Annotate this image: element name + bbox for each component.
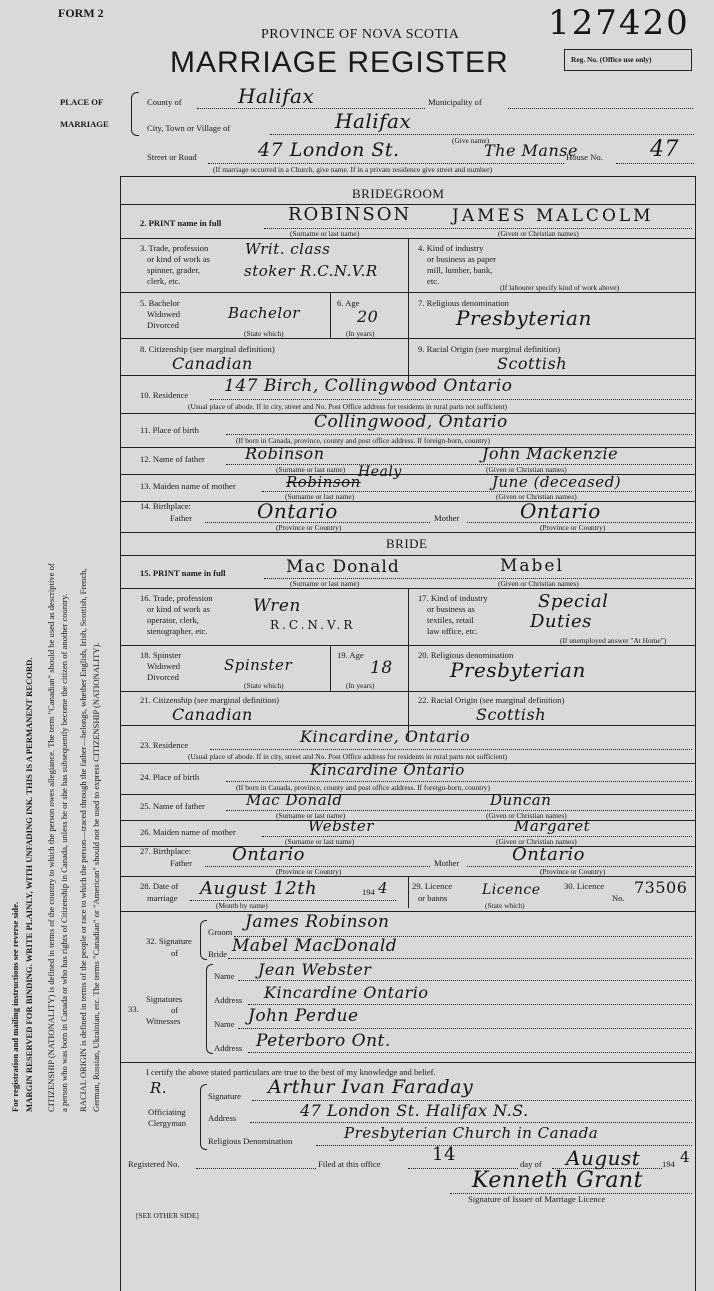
field17-label-3: textiles, retail — [427, 615, 474, 625]
marriage-date: August 12th — [200, 878, 318, 899]
w2-address-label: Address — [214, 1043, 243, 1053]
bride-trade-2: R.C.N.V.R — [270, 618, 356, 632]
marriage-year-digit: 4 — [378, 879, 389, 897]
side-note-5: RACIAL ORIGIN is defined in terms of the people or race to which the person—traced through the father—belongs, whether English, Irish, Scottish, French, — [78, 568, 88, 1112]
bride-father-birthplace-caption: (Province or Country) — [276, 867, 342, 876]
field24-note: (If born in Canada, province, county and post office address. If foreign-born, country) — [236, 783, 490, 792]
witness1-name: Jean Webster — [258, 960, 372, 979]
field19-label: 19. Age — [337, 650, 364, 660]
groom-residence: 147 Birch, Collingwood Ontario — [224, 376, 513, 396]
groom-religion: Presbyterian — [456, 306, 592, 330]
see-other-side: [SEE OTHER SIDE] — [136, 1211, 199, 1220]
county-value: Halifax — [238, 84, 315, 108]
bride-sig-label: Bride — [208, 949, 228, 959]
side-note-6: German, Russian, Ukrainian, etc. The terms "Canadian" or "American" should not be used to express CITIZENSHIP (NATIONALITY). — [91, 642, 101, 1112]
field7-label: 7. Religious denomination — [418, 298, 509, 308]
filed-month: August — [566, 1146, 641, 1170]
street-value: 47 London St. — [258, 139, 400, 161]
licence-caption: (State which) — [485, 901, 525, 910]
field11-label: 11. Place of birth — [140, 425, 199, 435]
province-heading: PROVINCE OF NOVA SCOTIA — [261, 27, 460, 42]
field33-label-1: Signatures — [146, 994, 183, 1004]
filed-year-prefix: 194 — [662, 1159, 675, 1169]
witness2-address: Peterboro Ont. — [256, 1031, 391, 1051]
reg-no-label: Reg. No. (Office use only) — [571, 55, 652, 64]
registered-label: Registered No. — [128, 1159, 180, 1169]
groom-father-surname: Robinson — [245, 444, 325, 463]
mother-birthplace-caption: (Province or Country) — [540, 523, 606, 532]
field33-number: 33. — [128, 1004, 139, 1014]
field16-label-3: operator, clerk, — [147, 615, 199, 625]
bride-origin: Scottish — [476, 705, 547, 724]
give-name-note: (Give name) — [452, 136, 490, 145]
filed-year: 4 — [680, 1148, 691, 1166]
side-note-3: CITIZENSHIP (NATIONALITY) is defined in terms of the country to which the person owes allegiance. The term "Canadian" should be used as descriptive of — [46, 563, 56, 1112]
day-of-label: day of — [520, 1159, 542, 1169]
field14-label-1: 14. Birthplace: — [140, 501, 192, 511]
mother-surname-caption: (Surname or last name) — [285, 492, 355, 501]
field26-label: 26. Maiden name of mother — [140, 827, 236, 837]
certify-text: I certify the above stated particulars are true to the best of my knowledge and belief. — [146, 1067, 436, 1077]
groom-sig-label: Groom — [208, 927, 233, 937]
field12-label: 12. Name of father — [140, 454, 205, 464]
groom-mother-crossed: Robinson — [286, 473, 361, 491]
groom-origin: Scottish — [497, 354, 568, 373]
field18-label-2: Widowed — [147, 661, 181, 671]
groom-given: JAMES MALCOLM — [452, 206, 654, 226]
bride-age-caption: (In years) — [346, 681, 375, 690]
father-given-caption: (Given or Christian names) — [486, 465, 567, 474]
field4-label-2: or business as paper — [427, 254, 496, 264]
clergy-brace — [200, 1084, 207, 1150]
field27-label-2: Father — [170, 858, 192, 868]
field4-label-1: 4. Kind of industry — [418, 243, 484, 253]
groom-status: Bachelor — [228, 304, 300, 322]
field33-label-2: of — [171, 1005, 179, 1015]
bride-mother-given: Margaret — [514, 817, 591, 835]
clergy-address: 47 London St. Halifax N.S. — [300, 1101, 529, 1120]
bride-industry-2: Duties — [530, 611, 592, 632]
field32-label-1: 32. Signature — [146, 936, 192, 946]
bride-given-caption: (Given or Christian names) — [498, 579, 579, 588]
groom-trade-1: Writ. class — [245, 240, 331, 258]
bride-age: 18 — [370, 658, 393, 678]
field27-label-1: 27. Birthplace: — [140, 846, 192, 856]
side-note-1: For registration and mailing instructions see reverse side. — [10, 901, 20, 1112]
field11-note: (If born in Canada, province, county and post office address. If foreign-born, country) — [236, 436, 490, 445]
bride-mother-surname: Webster — [308, 817, 374, 835]
clergy-denomination: Presbyterian Church in Canada — [344, 1124, 599, 1142]
father-surname-caption: (Surname or last name) — [276, 465, 346, 474]
field17-label-4: law office, etc. — [427, 626, 478, 636]
field16-label-1: 16. Trade, profession — [140, 593, 213, 603]
side-note-4: a person who was born in Canada or who has rights of Citizenship in Canada, unless he or she has subsequently become the citizen of another country. — [59, 593, 69, 1112]
groom-given-caption: (Given or Christian names) — [498, 229, 579, 238]
groom-age-caption: (In years) — [346, 329, 375, 338]
month-caption: (Month by name) — [216, 901, 268, 910]
groom-surname-caption: (Surname or last name) — [290, 229, 360, 238]
clergy-signature: Arthur Ivan Faraday — [268, 1076, 474, 1098]
field2-label: 2. PRINT name in full — [140, 218, 222, 228]
field17-note: (If unemployed answer "At Home") — [560, 636, 667, 645]
groom-mother-given: June (deceased) — [492, 473, 622, 491]
field17-label-1: 17. Kind of industry — [418, 593, 488, 603]
filed-label: Filed at this office — [318, 1159, 381, 1169]
w1-name-label: Name — [214, 971, 235, 981]
signature-brace — [200, 920, 207, 960]
field23-label: 23. Residence — [140, 740, 189, 750]
field29-label-1: 29. Licence — [412, 881, 453, 891]
field21-label: 21. Citizenship (see marginal definition) — [140, 695, 279, 705]
bride-surname: Mac Donald — [286, 557, 400, 577]
street-note: (If marriage occurred in a Church, give name. If in a private residence give street and number) — [213, 165, 493, 174]
field24-label: 24. Place of birth — [140, 772, 200, 782]
w2-name-label: Name — [214, 1019, 235, 1029]
witness-brace — [206, 964, 213, 1054]
field4-label-4: etc. — [427, 276, 440, 286]
field14-label-2: Father — [170, 513, 192, 523]
field15-label: 15. PRINT name in full — [140, 568, 226, 578]
bride-religion: Presbyterian — [450, 658, 586, 682]
issuer-signature: Kenneth Grant — [472, 1168, 643, 1193]
groom-surname: ROBINSON — [288, 204, 412, 225]
field17-label-2: or business as — [427, 604, 475, 614]
mother-given-caption: (Given or Christian names) — [496, 492, 577, 501]
bride-mother-given-caption: (Given or Christian names) — [496, 837, 577, 846]
groom-signature: James Robinson — [245, 912, 390, 932]
bride-heading: BRIDE — [386, 536, 428, 551]
field9-label: 9. Racial Origin (see marginal definition) — [418, 344, 561, 354]
field20-label: 20. Religious denomination — [418, 650, 514, 660]
field4-note: (If labourer specify kind of work above) — [500, 283, 620, 292]
form-number: FORM 2 — [58, 6, 104, 20]
initial-mark: R. — [150, 1079, 168, 1097]
bride-mother-birthplace-caption: (Province or Country) — [540, 867, 606, 876]
county-label: County of — [147, 97, 182, 107]
field10-label: 10. Residence — [140, 390, 189, 400]
bride-father-given-caption: (Given or Christian names) — [486, 811, 567, 820]
groom-status-caption: (State which) — [244, 329, 284, 338]
field5-label-3: Divorced — [147, 320, 179, 330]
bride-father-surname-caption: (Surname or last name) — [276, 811, 346, 820]
field32-label-2: of — [171, 948, 179, 958]
w1-address-label: Address — [214, 995, 243, 1005]
city-label: City, Town or Village of — [147, 123, 231, 133]
clergy-signature-label: Signature — [208, 1091, 241, 1101]
bride-father-birthplace: Ontario — [232, 844, 306, 865]
groom-birthplace: Collingwood, Ontario — [314, 412, 508, 432]
field4-label-3: mill, lumber, bank, — [427, 265, 493, 275]
bride-given: Mabel — [500, 556, 564, 576]
bride-residence: Kincardine, Ontario — [300, 727, 471, 746]
bride-signature: Mabel MacDonald — [232, 936, 398, 956]
bride-industry-1: Special — [538, 591, 609, 612]
bride-mother-birthplace-label: Mother — [434, 858, 460, 868]
field5-label-1: 5. Bachelor — [140, 298, 180, 308]
groom-age: 20 — [357, 307, 379, 326]
house-value: 47 — [650, 137, 679, 162]
field29-label-2: or banns — [418, 893, 448, 903]
field3-label-4: clerk, etc. — [147, 276, 181, 286]
groom-father-birthplace: Ontario — [257, 499, 338, 523]
bride-trade-1: Wren — [253, 596, 301, 616]
groom-trade-2: stoker R.C.N.V.R — [244, 262, 378, 280]
witness2-name: John Perdue — [248, 1006, 359, 1026]
bride-birthplace: Kincardine Ontario — [310, 761, 465, 779]
mother-birthplace-label: Mother — [434, 513, 460, 523]
handwritten-register-number: 127420 — [548, 3, 690, 43]
reg-no-box — [564, 49, 692, 71]
bride-father-given: Duncan — [490, 791, 552, 809]
field25-label: 25. Name of father — [140, 801, 205, 811]
city-value: Halifax — [335, 109, 412, 133]
filed-day: 14 — [432, 1144, 456, 1165]
field8-label: 8. Citizenship (see marginal definition) — [140, 344, 275, 354]
officiating-label-2: Clergyman — [148, 1118, 187, 1128]
licence-number: 73506 — [634, 878, 688, 897]
bride-mother-birthplace: Ontario — [512, 844, 586, 865]
field23-note: (Usual place of abode. If in city, street and No. Post Office address for residents in rural parts not sufficient) — [188, 752, 508, 761]
bride-citizenship: Canadian — [172, 705, 253, 724]
field3-label-3: spinner, grader, — [147, 265, 201, 275]
house-label: House No. — [566, 152, 603, 162]
field33-label-3: Witnesses — [146, 1016, 181, 1026]
place-label-1: PLACE OF — [60, 97, 104, 107]
licence-type: Licence — [482, 882, 541, 898]
side-note-2: MARGIN RESERVED FOR BINDING. WRITE PLAINLY, WITH UNFADING INK. THIS IS A PERMANENT RECORD. — [24, 657, 34, 1112]
church-value: The Manse — [484, 141, 578, 160]
field13-label: 13. Maiden name of mother — [140, 481, 236, 491]
field16-label-2: or kind of work as — [147, 604, 211, 614]
place-label-2: MARRIAGE — [60, 119, 109, 129]
field6-label: 6. Age — [337, 298, 360, 308]
groom-mother-birthplace: Ontario — [520, 499, 601, 523]
bride-father-surname: Mac Donald — [246, 791, 343, 809]
field10-note: (Usual place of abode. If in city, street and No. Post Office address for residents in rural parts not sufficient) — [188, 402, 508, 411]
field16-label-4: stenographer, etc. — [147, 626, 208, 636]
clergy-address-label: Address — [208, 1113, 237, 1123]
place-brace — [131, 92, 139, 136]
field28-label-1: 28. Date of — [140, 881, 179, 891]
bride-status-caption: (State which) — [244, 681, 284, 690]
field3-label-2: or kind of work as — [147, 254, 211, 264]
street-label: Street or Road — [147, 152, 197, 162]
page-title: MARRIAGE REGISTER — [170, 46, 509, 79]
municipality-label: Municipality of — [428, 97, 482, 107]
denomination-label: Religious Denomination — [208, 1136, 293, 1146]
groom-citizenship: Canadian — [172, 354, 253, 373]
field22-label: 22. Racial Origin (see marginal definition) — [418, 695, 565, 705]
father-birthplace-caption: (Province or Country) — [276, 523, 342, 532]
groom-mother-surname: Healy — [358, 464, 402, 480]
field3-label-1: 3. Trade, profession — [140, 243, 209, 253]
bride-mother-surname-caption: (Surname or last name) — [285, 837, 355, 846]
field18-label-1: 18. Spinster — [140, 650, 182, 660]
officiating-label-1: Officiating — [148, 1107, 186, 1117]
field30-label: 30. Licence — [564, 881, 605, 891]
field18-label-3: Divorced — [147, 672, 179, 682]
bride-surname-caption: (Surname or last name) — [290, 579, 360, 588]
field30-label-2: No. — [612, 893, 625, 903]
bride-status: Spinster — [224, 656, 293, 674]
field28-label-2: marriage — [147, 893, 178, 903]
witness1-address: Kincardine Ontario — [264, 983, 429, 1002]
year-prefix: 194 — [362, 887, 375, 897]
bridegroom-heading: BRIDEGROOM — [352, 186, 445, 201]
issuer-label: Signature of Issuer of Marriage Licence — [468, 1194, 606, 1204]
groom-father-given: John Mackenzie — [482, 444, 619, 463]
field5-label-2: Widowed — [147, 309, 181, 319]
